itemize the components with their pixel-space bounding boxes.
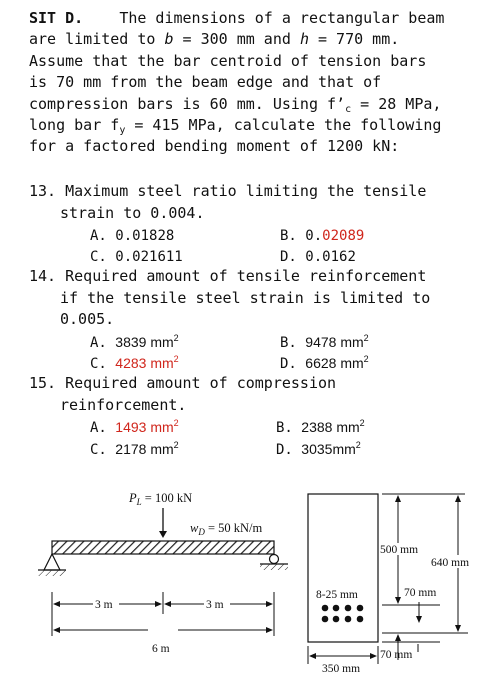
- point-load-label: $P_L = 100$ kN: [129, 491, 193, 507]
- intro-line-7: for a factored bending moment of 1200 kN:: [29, 137, 400, 156]
- intro-line-1: SIT D. The dimensions of a rectangular beam: [29, 9, 445, 27]
- dim-500-label: 500 mm: [380, 544, 419, 556]
- point-load-arrow: [159, 508, 167, 538]
- height-dimension-lines: [382, 494, 468, 660]
- option-13-b[interactable]: B. 0.02089: [280, 228, 365, 244]
- option-15-a[interactable]: A. 1493 $mm^2$: [90, 418, 179, 436]
- dim-70-top-label: 70 mm: [404, 587, 437, 599]
- intro-line-4: is 70 mm from the beam edge and that of: [29, 73, 382, 92]
- width-dimension: [308, 646, 378, 664]
- option-13-a[interactable]: A. 0.01828: [90, 228, 175, 244]
- question-15-line-2: reinforcement.: [60, 396, 187, 414]
- beam-section: [308, 494, 378, 642]
- width-label: 350 mm: [322, 663, 361, 675]
- distributed-load-label: $w_D = 50$ kN/m: [190, 521, 263, 537]
- intro-line-3: Assume that the bar centroid of tension bars: [29, 51, 427, 70]
- bars-label: 8-25 mm: [316, 589, 358, 601]
- option-13-c[interactable]: C. 0.021611: [90, 249, 183, 265]
- marked-answer-13: 02089: [322, 228, 365, 244]
- marked-answer-14: 4283 mm: [115, 355, 174, 371]
- dim-70-bottom-label: 70 mm: [380, 649, 413, 661]
- option-14-d[interactable]: D. 6628 $mm^2$: [280, 354, 369, 372]
- cross-section-diagram: [300, 480, 504, 679]
- problem-statement: [29, 8, 469, 158]
- total-span-label: 6 m: [152, 643, 170, 655]
- option-15-d[interactable]: D. $3035mm^2$: [276, 440, 361, 458]
- option-14-c[interactable]: C. 4283 $mm^2$: [90, 354, 179, 372]
- option-15-b[interactable]: B. 2388 $mm^2$: [276, 418, 365, 436]
- intro-line-6: long bar $f_y = 415$ MPa, calculate the following: [29, 116, 442, 137]
- span-dimension-lines: [52, 592, 274, 636]
- option-14-a[interactable]: A. 3839 $mm^2$: [90, 333, 179, 351]
- question-14-line-3: 0.005.: [60, 310, 115, 328]
- roller-support-icon: [260, 555, 288, 571]
- option-13-d[interactable]: D. 0.0162: [280, 249, 356, 265]
- question-14-line-2: if the tensile steel strain is limited to: [60, 289, 431, 307]
- question-14-line-1: 14. Required amount of tensile reinforcement: [29, 267, 427, 285]
- intro-line-2: are limited to b = 300 mm and h = 770 mm.: [29, 30, 400, 49]
- pin-support-icon: [38, 554, 66, 576]
- question-15-line-1: 15. Required amount of compression: [29, 374, 337, 392]
- intro-line-5: compression bars is 60 mm. Using $f’_c = 28$ MPa,: [29, 94, 442, 115]
- beam-body: [52, 541, 274, 554]
- section-heading: SIT D.: [29, 9, 84, 27]
- right-span-label: 3 m: [206, 599, 224, 611]
- beam-diagram: [0, 480, 300, 679]
- option-14-b[interactable]: B. 9478 $mm^2$: [280, 333, 369, 351]
- marked-answer-15: 1493 mm: [115, 419, 174, 435]
- dim-640-label: 640 mm: [431, 557, 470, 569]
- question-13-line-2: strain to 0.004.: [60, 204, 205, 222]
- left-span-label: 3 m: [95, 599, 113, 611]
- question-13-line-1: 13. Maximum steel ratio limiting the tensile: [29, 182, 427, 200]
- option-15-c[interactable]: C. 2178 $mm^2$: [90, 440, 179, 458]
